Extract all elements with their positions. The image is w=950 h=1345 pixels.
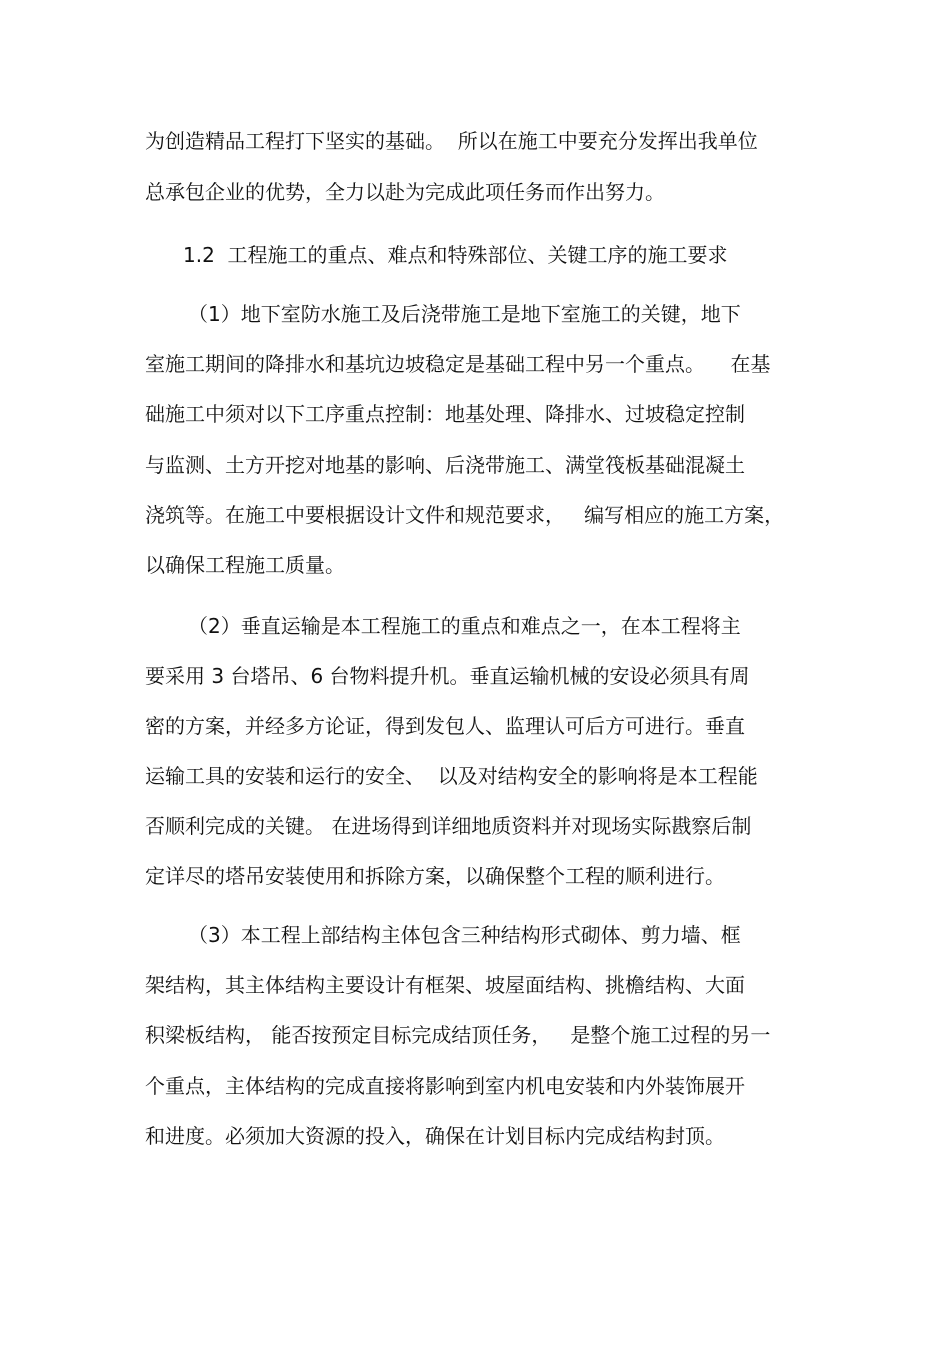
paragraph-3-line-4: 个重点，主体结构的完成直接将影响到室内机电安装和内外装饰展开 [145, 1074, 745, 1098]
paragraph-2-line-4: 运输工具的安装和运行的安全、 以及对结构安全的影响将是本工程能 [145, 764, 758, 788]
paragraph-1-line-6: 以确保工程施工质量。 [145, 553, 345, 577]
section-heading: 1.2 工程施工的重点、难点和特殊部位、关键工序的施工要求 [183, 243, 728, 267]
paragraph-3-line-2: 架结构，其主体结构主要设计有框架、坡屋面结构、挑檐结构、大面 [145, 973, 745, 997]
intro-line-2: 总承包企业的优势，全力以赴为完成此项任务而作出努力。 [145, 180, 665, 204]
paragraph-2-line-5: 否顺利完成的关键。 在进场得到详细地质资料并对现场实际戡察后制 [145, 814, 752, 838]
paragraph-3-line-3: 积梁板结构， 能否按预定目标完成结顶任务， 是整个施工过程的另一 [145, 1023, 771, 1047]
paragraph-1-line-1: （1）地下室防水施工及后浇带施工是地下室施工的关键，地下 [188, 302, 741, 326]
paragraph-2-line-1: （2）垂直运输是本工程施工的重点和难点之一，在本工程将主 [188, 614, 741, 638]
intro-line-1: 为创造精品工程打下坚实的基础。 所以在施工中要充分发挥出我单位 [145, 129, 758, 153]
paragraph-3-line-1: （3）本工程上部结构主体包含三种结构形式砌体、剪力墙、框 [188, 923, 741, 947]
paragraph-1-line-4: 与监测、土方开挖对地基的影响、后浇带施工、满堂筏板基础混凝土 [145, 453, 745, 477]
paragraph-1-line-3: 础施工中须对以下工序重点控制：地基处理、降排水、过坡稳定控制 [145, 402, 745, 426]
paragraph-1-line-5: 浇筑等。在施工中要根据设计文件和规范要求， 编写相应的施工方案， [145, 503, 785, 527]
paragraph-2-line-6: 定详尽的塔吊安装使用和拆除方案，以确保整个工程的顺利进行。 [145, 864, 725, 888]
paragraph-2-line-2: 要采用 3 台塔吊、6 台物料提升机。垂直运输机械的安设必须具有周 [145, 664, 750, 688]
paragraph-3-line-5: 和进度。必须加大资源的投入，确保在计划目标内完成结构封顶。 [145, 1124, 725, 1148]
paragraph-2-line-3: 密的方案，并经多方论证，得到发包人、监理认可后方可进行。垂直 [145, 714, 745, 738]
paragraph-1-line-2: 室施工期间的降排水和基坑边坡稳定是基础工程中另一个重点。 在基 [145, 352, 771, 376]
